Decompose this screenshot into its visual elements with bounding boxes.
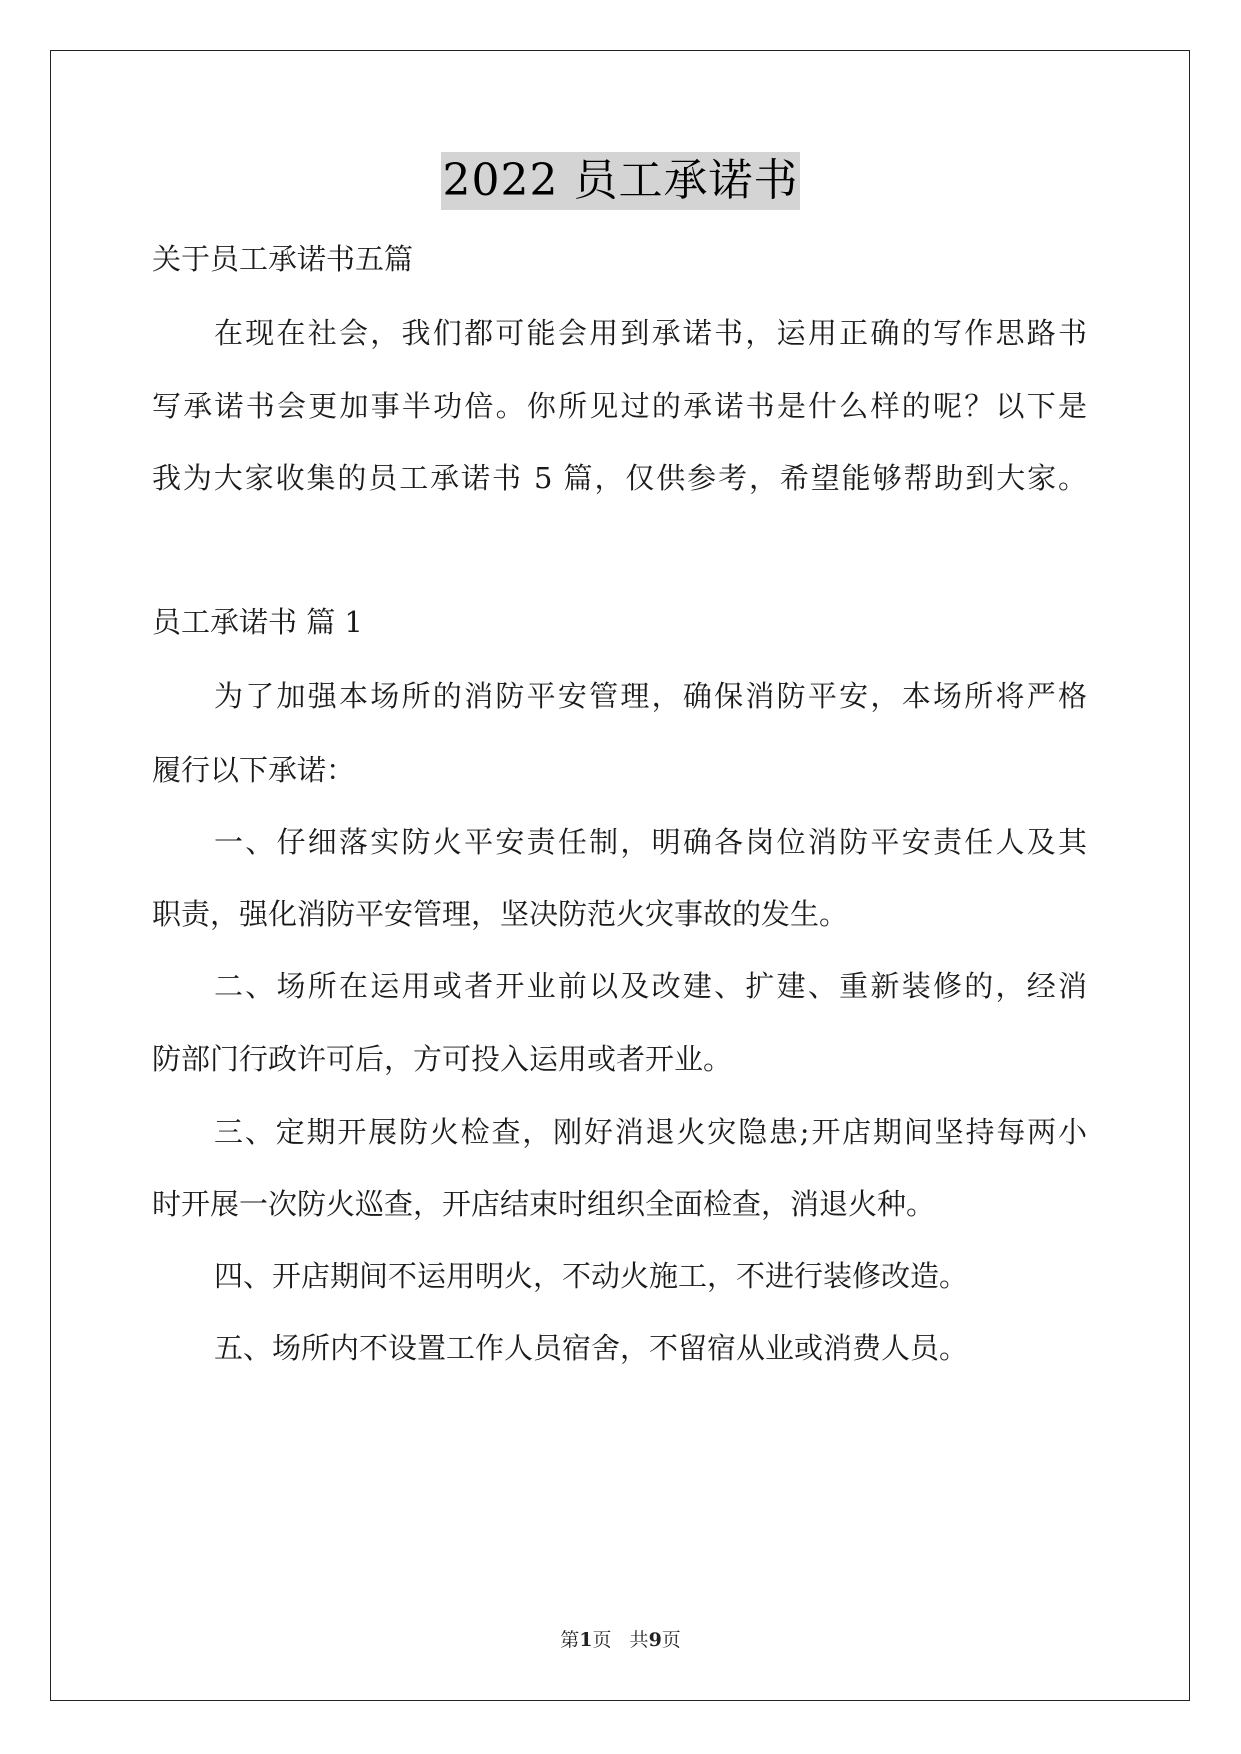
page-border bbox=[50, 50, 1190, 1701]
body-line-6: 防部门行政许可后，方可投入运用或者开业。 bbox=[152, 1042, 733, 1076]
body-line-7: 三、定期开展防火检查，刚好消退火灾隐患;开店期间坚持每两小 bbox=[214, 1115, 1087, 1149]
footer-suffix: 页 bbox=[661, 1629, 681, 1651]
body-line-4: 职责，强化消防平安管理，坚决防范火灾事故的发生。 bbox=[152, 897, 849, 931]
title-wrap bbox=[0, 152, 1241, 210]
body-line-10: 五、场所内不设置工作人员宿舍，不留宿从业或消费人员。 bbox=[214, 1331, 969, 1365]
intro-line-2: 写承诺书会更加事半功倍。你所见过的承诺书是什么样的呢？以下是 bbox=[152, 389, 1087, 423]
document-title: 2022 员工承诺书 bbox=[441, 152, 801, 210]
intro-line-3: 我为大家收集的员工承诺书 5 篇，仅供参考，希望能够帮助到大家。 bbox=[152, 461, 1087, 495]
body-line-5: 二、场所在运用或者开业前以及改建、扩建、重新装修的，经消 bbox=[214, 969, 1087, 1003]
document-subtitle: 关于员工承诺书五篇 bbox=[152, 242, 414, 276]
page-footer bbox=[0, 1628, 1241, 1652]
body-line-8: 时开展一次防火巡查，开店结束时组织全面检查，消退火种。 bbox=[152, 1187, 936, 1221]
body-line-9: 四、开店期间不运用明火，不动火施工，不进行装修改造。 bbox=[214, 1259, 969, 1293]
footer-middle: 页 共 bbox=[592, 1629, 649, 1651]
body-line-1: 为了加强本场所的消防平安管理，确保消防平安，本场所将严格 bbox=[214, 679, 1087, 713]
footer-prefix: 第 bbox=[560, 1629, 580, 1651]
intro-line-1: 在现在社会，我们都可能会用到承诺书，运用正确的写作思路书 bbox=[214, 316, 1087, 350]
footer-current-page: 1 bbox=[579, 1629, 593, 1651]
footer-total-pages: 9 bbox=[648, 1629, 662, 1651]
body-line-3: 一、仔细落实防火平安责任制，明确各岗位消防平安责任人及其 bbox=[214, 825, 1087, 859]
body-line-2: 履行以下承诺： bbox=[152, 753, 356, 787]
section-heading: 员工承诺书 篇 1 bbox=[152, 605, 363, 639]
